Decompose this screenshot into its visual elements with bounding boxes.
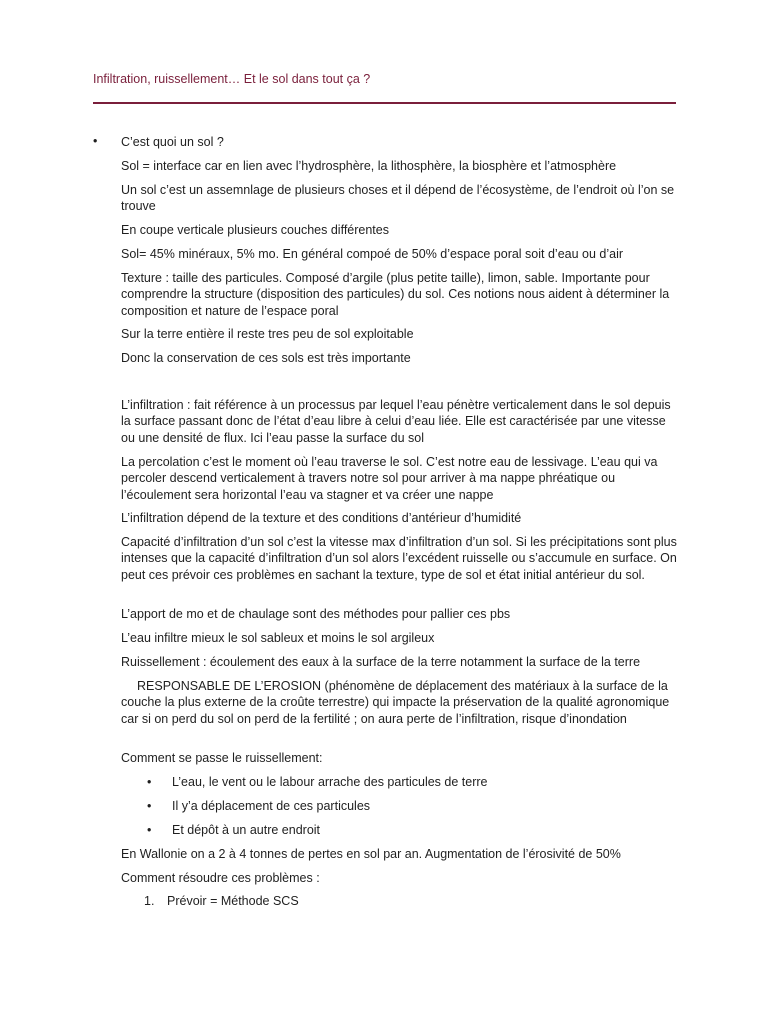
list-item-text: Et dépôt à un autre endroit xyxy=(172,823,321,837)
bullet-symbol: • xyxy=(147,775,152,789)
list-number: 1. xyxy=(144,894,155,908)
paragraph-infiltration-depend: L’infiltration dépend de la texture et des conditions d’antérieur d’humidité xyxy=(121,511,522,525)
paragraph-sableux: L’eau infiltre mieux le sol sableux et moins le sol argileux xyxy=(121,631,435,645)
numbered-item-text: Prévoir = Méthode SCS xyxy=(167,894,299,908)
bullet-symbol: • xyxy=(147,799,152,813)
paragraph-composition: Sol= 45% minéraux, 5% mo. En général compoé de 50% d’espace poral soit d’eau ou d’air xyxy=(121,247,624,261)
paragraph-comment-ruissellement: Comment se passe le ruissellement: xyxy=(121,751,323,765)
title-underline xyxy=(93,102,676,104)
paragraph-coupe: En coupe verticale plusieurs couches différentes xyxy=(121,223,389,237)
paragraph-ruissellement: Ruissellement : écoulement des eaux à la surface de la terre notamment la surface de la terre xyxy=(121,655,641,669)
paragraph-resoudre: Comment résoudre ces problèmes : xyxy=(121,871,320,885)
paragraph-assemblage: Un sol c’est un assemnlage de plusieurs choses et il dépend de l’écosystème, de l’endroit où l’on se trouve xyxy=(121,183,675,214)
page-title: Infiltration, ruissellement… Et le sol dans tout ça ? xyxy=(93,72,371,86)
paragraph-infiltration: L’infiltration : fait référence à un processus par lequel l’eau pénètre verticalement dans le sol depuis la surface passant donc de l’état d’eau libre à celui d’eau liée. Elle est caractérisée par une vitesse ou une densité de flux. Ici l’eau passe la surface du sol xyxy=(121,398,671,445)
bullet-symbol: • xyxy=(93,134,98,148)
paragraph-erosion: RESPONSABLE DE L’EROSION (phénomène de déplacement des matériaux à la surface de la couche la plus externe de la croûte terrestre) qui impacte la préservation de la qualité agronomique car si on perd du sol on perd de la fertilité ; on aura perte de l’infiltration, risque d’inondation xyxy=(121,679,670,726)
paragraph-texture: Texture : taille des particules. Composé d’argile (plus petite taille), limon, sable. Importante pour comprendre la structure (disposition des particules) du sol. Ces notions nous aident à déterminer la composition et nature de l’espace poral xyxy=(121,271,670,318)
paragraph-conservation: Donc la conservation de ces sols est très importante xyxy=(121,351,411,365)
bullet-symbol: • xyxy=(147,823,152,837)
paragraph-percolation: La percolation c’est le moment où l’eau traverse le sol. C’est notre eau de lessivage. L’eau qui va percoler descend verticalement à travers notre sol pour arriver à ma nappe phréatique ou l’écoulement sera horizontal l’eau va stagner et va créer une nappe xyxy=(121,455,658,502)
list-item-text: Il y’a déplacement de ces particules xyxy=(172,799,371,813)
paragraph-terre: Sur la terre entière il reste tres peu de sol exploitable xyxy=(121,327,414,341)
paragraph-definition: Sol = interface car en lien avec l’hydrosphère, la lithosphère, la biosphère et l’atmosphère xyxy=(121,159,617,173)
list-item-text: L’eau, le vent ou le labour arrache des particules de terre xyxy=(172,775,488,789)
paragraph-apport: L’apport de mo et de chaulage sont des méthodes pour pallier ces pbs xyxy=(121,607,511,621)
paragraph-question: C’est quoi un sol ? xyxy=(121,135,224,149)
paragraph-capacite: Capacité d’infiltration d’un sol c’est la vitesse max d’infiltration d’un sol. Si les précipitations sont plus intenses que la capacité d’infiltration d’un sol alors l’excédent ruisselle ou s’accumule en surface. On peut ces prévoir ces problèmes en sachant la texture, type de sol et état initial antérieur du sol. xyxy=(121,535,677,582)
paragraph-wallonie: En Wallonie on a 2 à 4 tonnes de pertes en sol par an. Augmentation de l’érosivité de 50% xyxy=(121,847,621,861)
